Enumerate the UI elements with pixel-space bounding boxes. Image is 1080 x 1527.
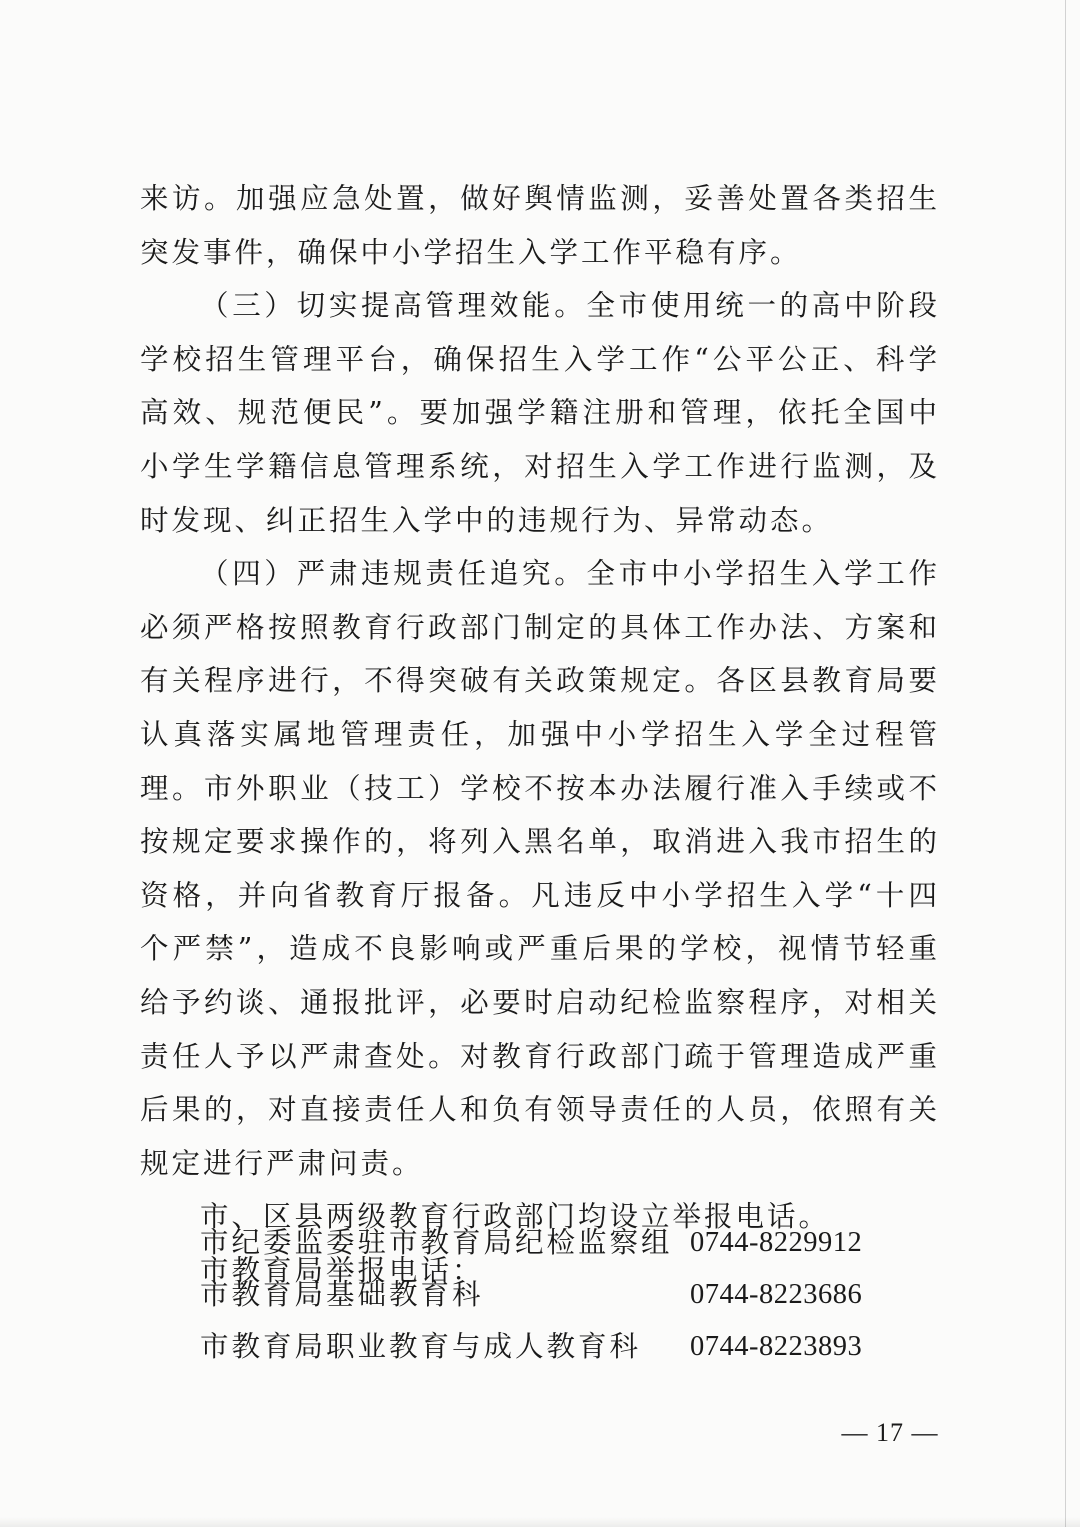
contact-phone: 0744-8223686 bbox=[690, 1279, 863, 1310]
page-bottom-shadow bbox=[0, 1517, 1080, 1527]
paragraph-continued: 来访。加强应急处置，做好舆情监测，妥善处置各类招生突发事件，确保中小学招生入学工作平稳有序。 bbox=[140, 182, 940, 269]
body-text bbox=[140, 172, 940, 1297]
paragraph-section-four: （四）严肃违规责任追究。全市中小学招生入学工作必须严格按照教育行政部门制定的具体工作办法、方案和有关程序进行，不得突破有关政策规定。各区县教育局要认真落实属地管理责任，加强中小学招生入学全过程管理。市外职业（技工）学校不按本办法履行准入手续或不按规定要求操作的，将列入黑名单，取消进入我市招生的资格，并向省教育厅报备。凡违反中小学招生入学“十四个严禁”，造成不良影响或严重后果的学校，视情节轻重给予约谈、通报批评，必要时启动纪检监察程序，对相关责任人予以严肃查处。对教育行政部门疏于管理造成严重后果的，对直接责任人和负有领导责任的人员，依照有关规定进行严肃问责。 bbox=[140, 557, 940, 1180]
contact-name: 市教育局基础教育科 bbox=[200, 1278, 484, 1311]
page-number: — 17 — bbox=[841, 1418, 939, 1447]
contact-name: 市教育局职业教育与成人教育科 bbox=[200, 1330, 642, 1363]
contact-row bbox=[200, 1327, 900, 1367]
paragraph-section-three: （三）切实提高管理效能。全市使用统一的高中阶段学校招生管理平台，确保招生入学工作“公平公正、科学高效、规范便民”。要加强学籍注册和管理，依托全国中小学生学籍信息管理系统，对招生入学工作进行监测，及时发现、纠正招生入学中的违规行为、异常动态。 bbox=[140, 289, 940, 537]
hotline-heading: 市教育局举报电话： bbox=[200, 1253, 484, 1287]
contact-row bbox=[200, 1275, 900, 1315]
contact-name: 市纪委监委驻市教育局纪检监察组 bbox=[200, 1226, 673, 1259]
hotline-intro: 市、区县两级教育行政部门均设立举报电话。 bbox=[200, 1200, 831, 1234]
page-edge-line bbox=[1065, 0, 1066, 1527]
contact-phone: 0744-8229912 bbox=[690, 1227, 863, 1258]
contact-row bbox=[200, 1223, 900, 1263]
contact-phone: 0744-8223893 bbox=[690, 1331, 863, 1362]
